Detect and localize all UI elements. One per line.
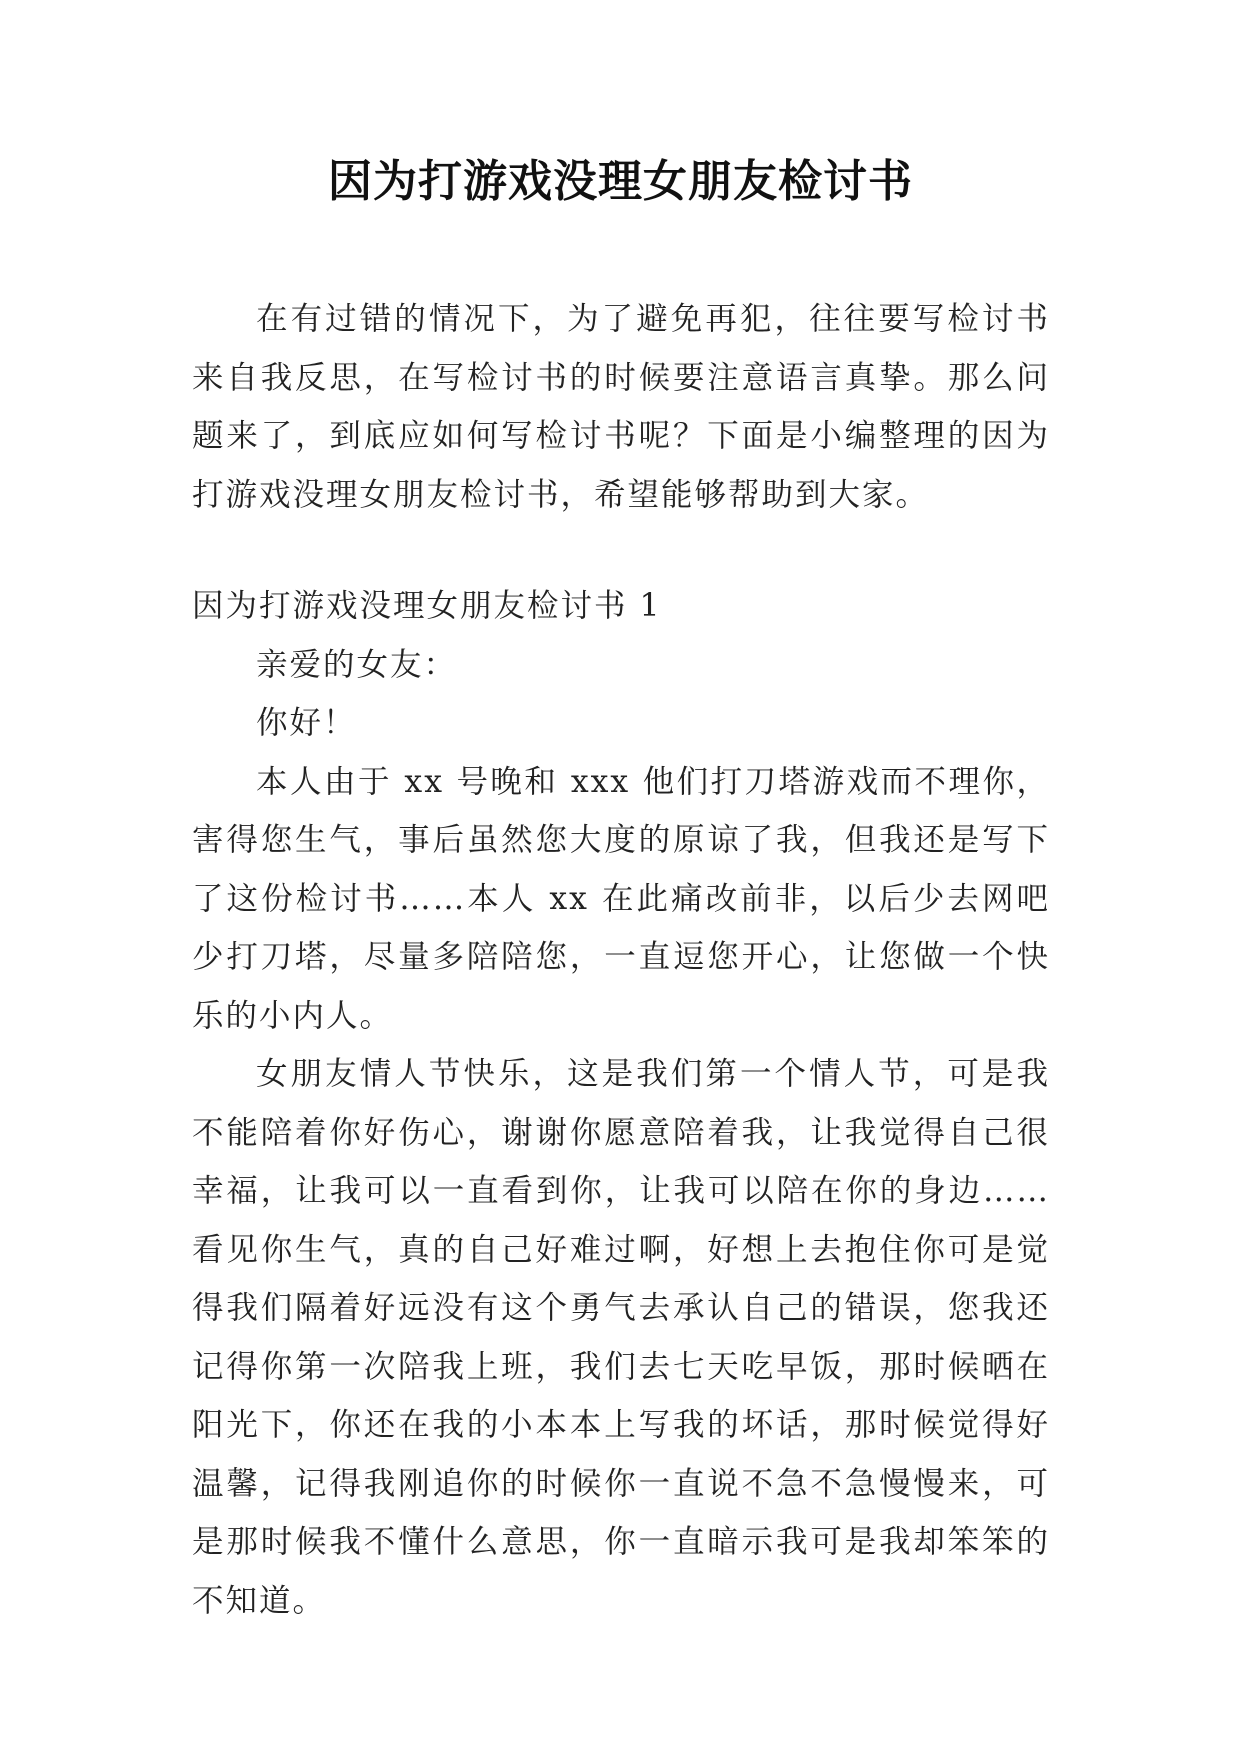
- salutation: 亲爱的女友：: [256, 646, 458, 683]
- letter-paragraph: 本人由于 xx 号晚和 xxx 他们打刀塔游戏而不理你，害得您生气，事后虽然您大度的原谅了我，但我还是写下了这份检讨书……本人 xx 在此痛改前非，以后少去网吧少打刀塔，尽量多陪陪您，一直逗您开心，让您做一个快乐的小内人。: [192, 763, 1050, 1034]
- letter-section: [192, 577, 1050, 1630]
- letter-paragraph: 女朋友情人节快乐，这是我们第一个情人节，可是我不能陪着你好伤心，谢谢你愿意陪着我，让我觉得自己很幸福，让我可以一直看到你，让我可以陪在你的身边……看见你生气，真的自己好难过啊，好想上去抱住你可是觉得我们隔着好远没有这个勇气去承认自己的错误，您我还记得你第一次陪我上班，我们去七天吃早饭，那时候晒在阳光下，你还在我的小本本上写我的坏话，那时候觉得好温馨，记得我刚追你的时候你一直说不急不急慢慢来，可是那时候我不懂什么意思，你一直暗示我可是我却笨笨的不知道。: [192, 1056, 1050, 1619]
- intro-section: [192, 290, 1050, 524]
- section-heading: 因为打游戏没理女朋友检讨书 1: [192, 588, 662, 624]
- greeting: 你好！: [256, 705, 357, 741]
- intro-paragraph: 在有过错的情况下，为了避免再犯，往往要写检讨书来自我反思，在写检讨书的时候要注意语言真挚。那么问题来了，到底应如何写检讨书呢？下面是小编整理的因为打游戏没理女朋友检讨书，希望能够帮助到大家。: [192, 301, 1050, 513]
- document-title: 因为打游戏没理女朋友检讨书: [328, 156, 913, 207]
